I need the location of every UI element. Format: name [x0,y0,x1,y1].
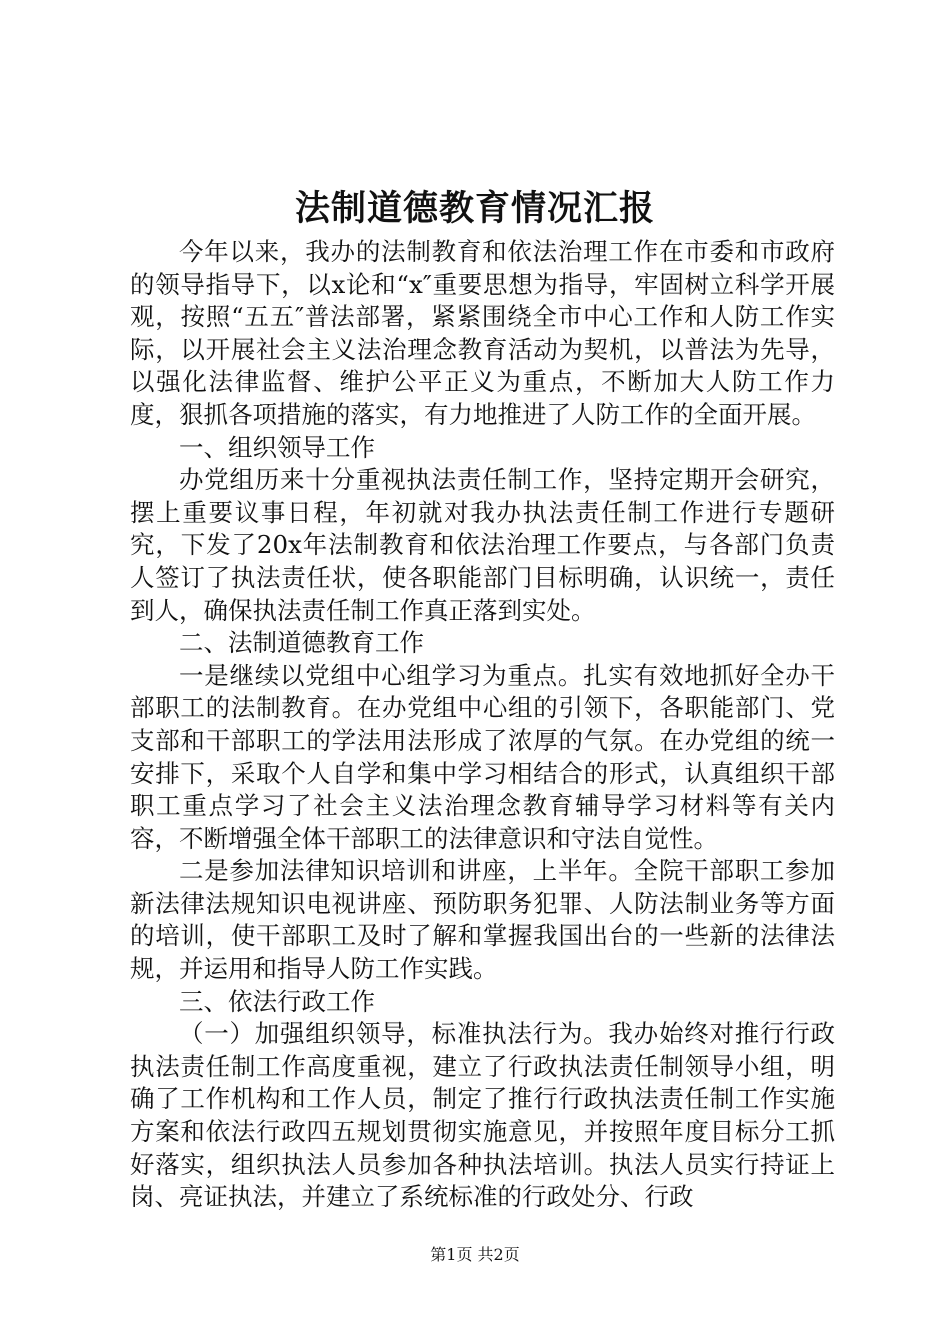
document-body [130,236,835,1214]
paragraph-education-2: 二是参加法律知识培训和讲座，上半年。全院干部职工参加新法律法规知识电视讲座、预防职务犯罪、人防法制业务等方面的培训，使干部职工及时了解和掌握我国出台的一些新的法律法规，并运用和指导人防工作实践。 [130,856,835,984]
document-title: 法制道德教育情况汇报 [294,189,655,229]
section-heading-education: 二、法制道德教育工作 [179,628,424,658]
paragraph-intro: 今年以来，我办的法制教育和依法治理工作在市委和市政府的领导指导下，以x论和“x″重要思想为指导，牢固树立科学开展观，按照“五五″普法部署，紧紧围绕全市中心工作和人防工作实际，以开展社会主义法治理念教育活动为契机，以普法为先导，以强化法律监督、维护公平正义为重点，不断加大人防工作力度，狠抓各项措施的落实，有力地推进了人防工作的全面开展。 [130,237,835,429]
page-footer: 第1页 共2页 [430,1245,520,1264]
paragraph-administration-1: （一）加强组织领导，标准执法行为。我办始终对推行行政执法责任制工作高度重视，建立了行政执法责任制领导小组，明确了工作机构和工作人员，制定了推行行政执法责任制工作实施方案和依法行政四五规划贯彻实施意见，并按照年度目标分工抓好落实，组织执法人员参加各种执法培训。执法人员实行持证上岗、亮证执法，并建立了系统标准的行政处分、行政 [130,1019,835,1212]
section-heading-organization: 一、组织领导工作 [179,432,375,462]
paragraph-organization: 办党组历来十分重视执法责任制工作，坚持定期开会研究，摆上重要议事日程，年初就对我办执法责任制工作进行专题研究，下发了20x年法制教育和依法治理工作要点，与各部门负责人签订了执法责任状，使各职能部门目标明确，认识统一，责任到人，确保执法责任制工作真正落到实处。 [130,465,835,625]
section-heading-administration: 三、依法行政工作 [179,986,375,1016]
paragraph-education-1: 一是继续以党组中心组学习为重点。扎实有效地抓好全办干部职工的法制教育。在办党组中心组的引领下，各职能部门、党支部和干部职工的学法用法形成了浓厚的气氛。在办党组的统一安排下，采取个人自学和集中学习相结合的形式，认真组织干部职工重点学习了社会主义法治理念教育辅导学习材料等有关内容，不断增强全体干部职工的法律意识和守法自觉性。 [130,660,835,853]
